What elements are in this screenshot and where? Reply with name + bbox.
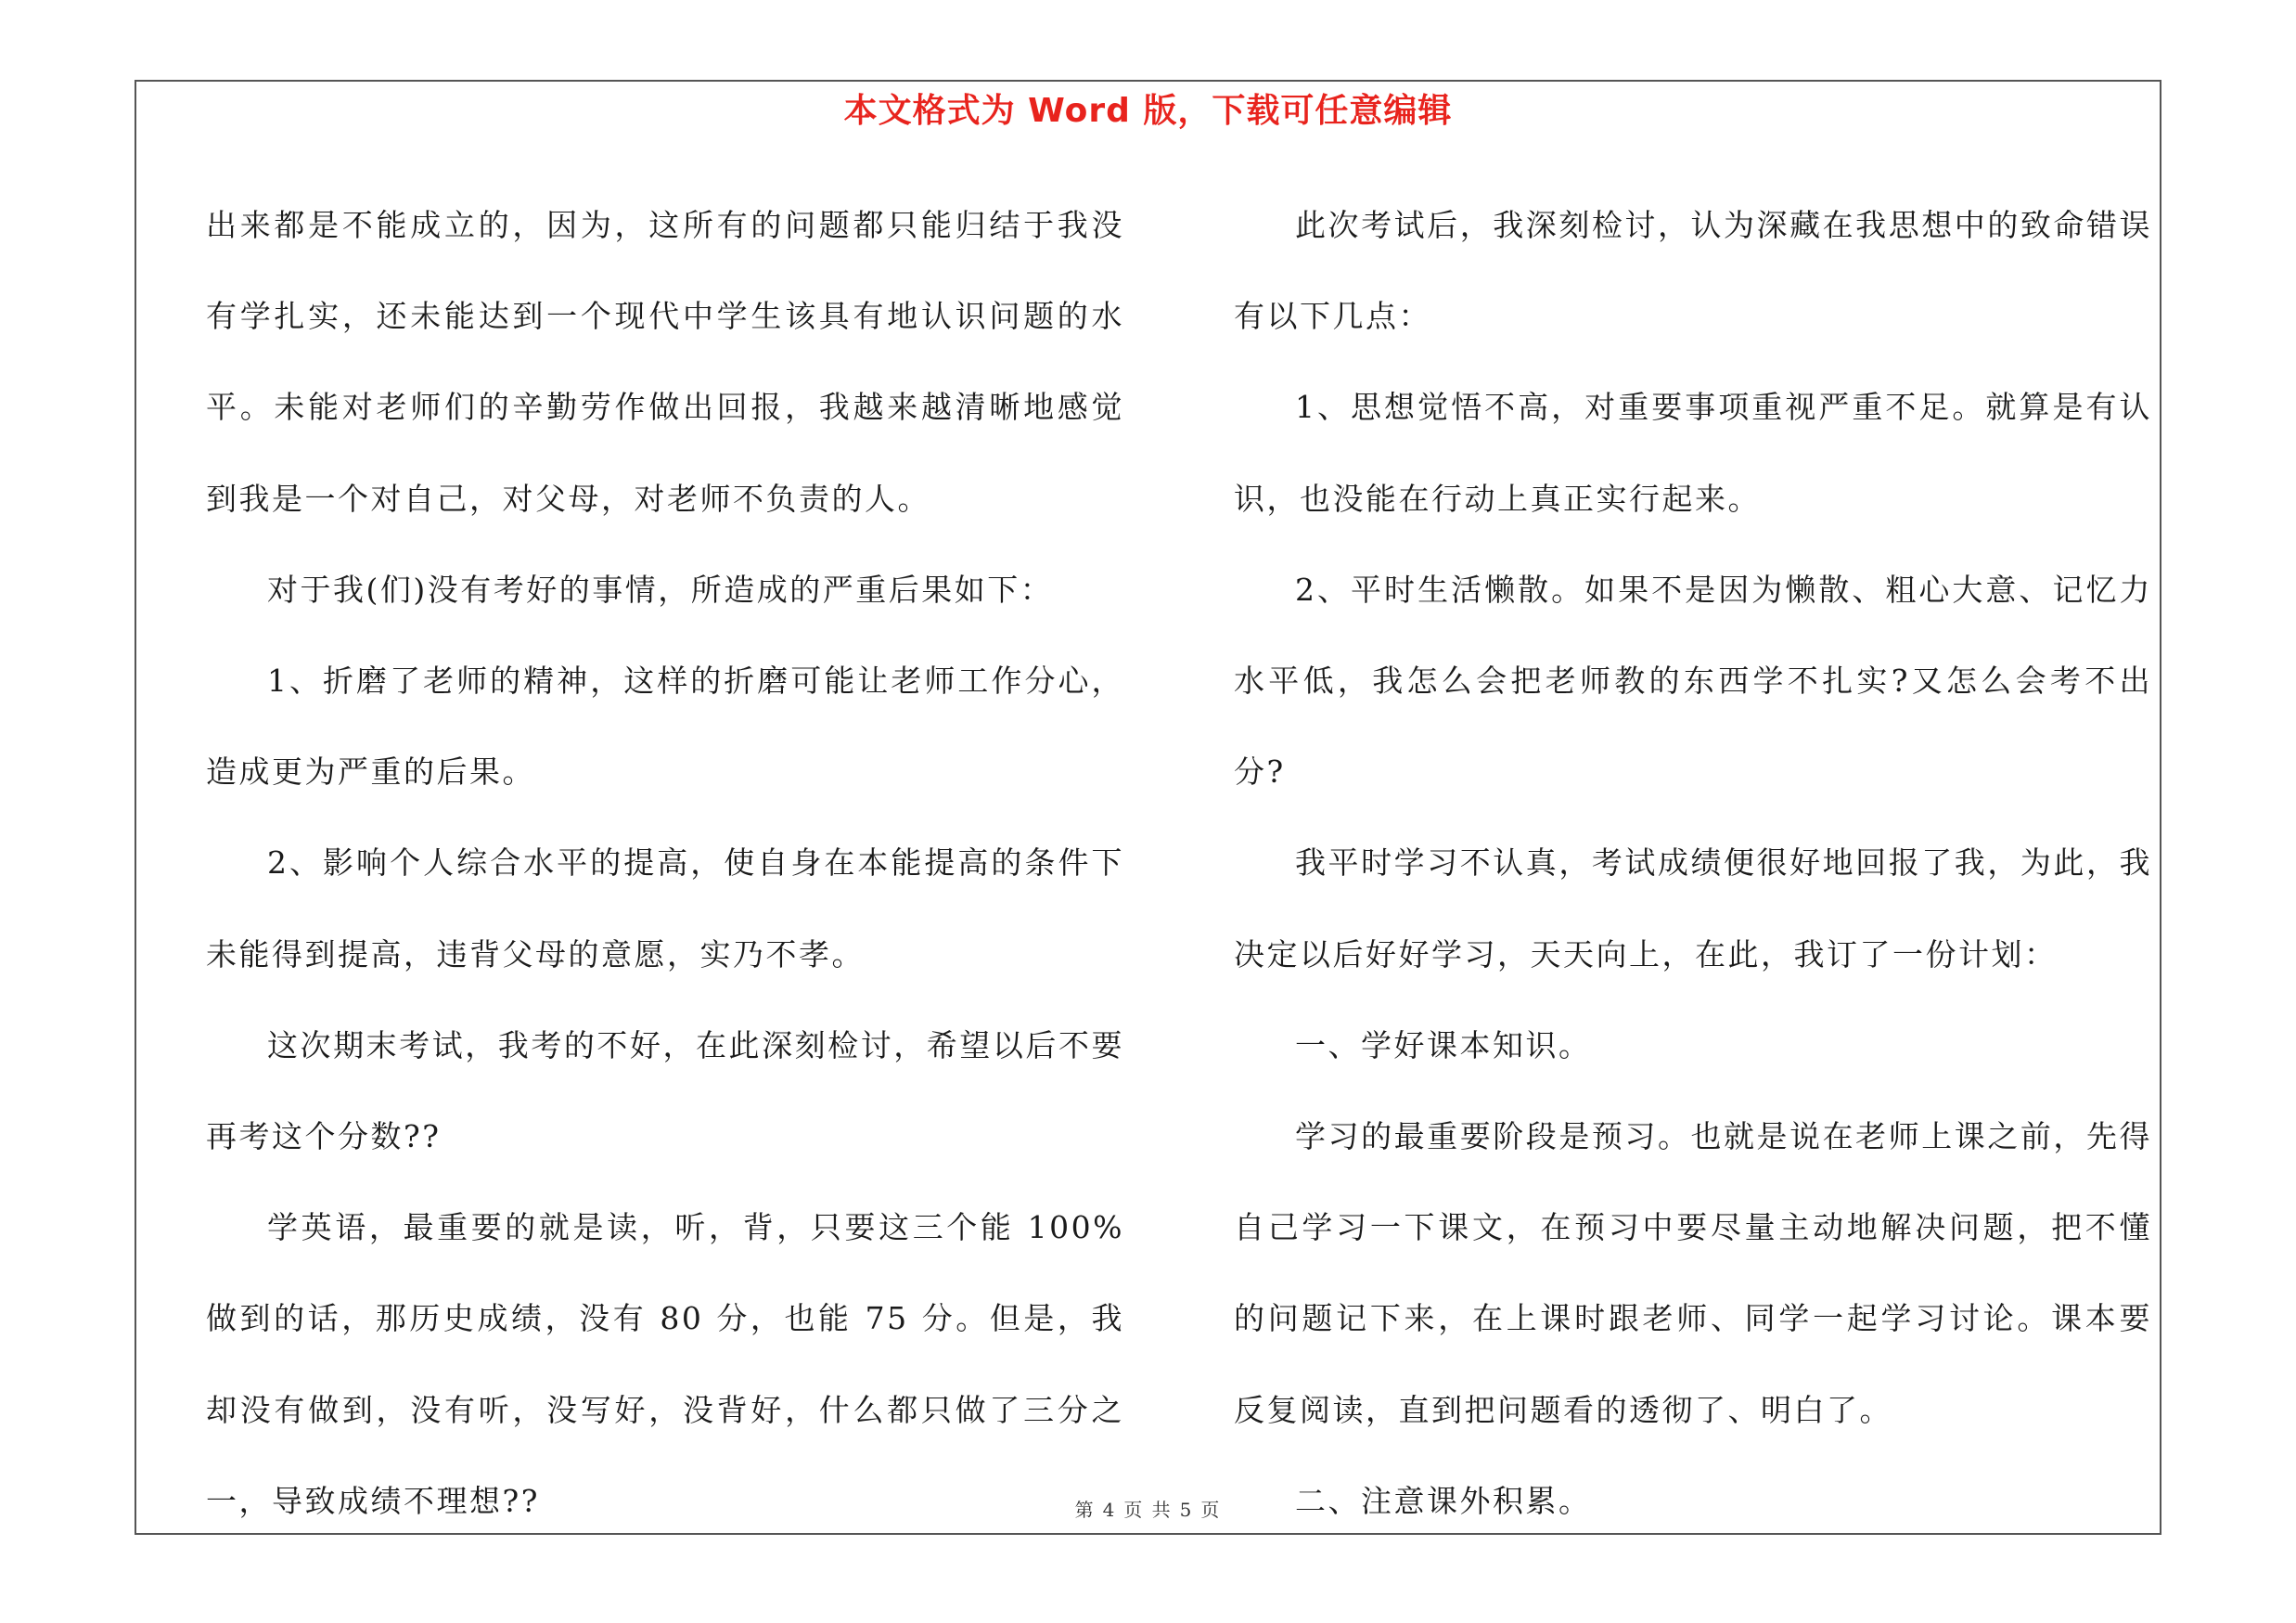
paragraph: 2、平时生活懒散。如果不是因为懒散、粗心大意、记忆力水平低，我怎么会把老师教的东西学不扎实?又怎么会考不出分?: [1234, 571, 2152, 791]
footer-label-mid: 页 共: [1123, 1499, 1173, 1521]
paragraph: 出来都是不能成立的，因为，这所有的问题都只能归结于我没有学扎实，还未能达到一个现代中学生该具有地认识问题的水平。未能对老师们的辛勤劳作做出回报，我越来越清晰地感觉到我是一个对自己，对父母，对老师不负责的人。: [206, 207, 1124, 517]
paragraph: 1、思想觉悟不高，对重要事项重视严重不足。就算是有认识，也没能在行动上真正实行起来。: [1234, 389, 2152, 517]
paragraph: 此次考试后，我深刻检讨，认为深藏在我思想中的致命错误有以下几点：: [1234, 207, 2152, 335]
paragraph: 2、影响个人综合水平的提高，使自身在本能提高的条件下未能得到提高，违背父母的意愿，实乃不孝。: [206, 844, 1124, 973]
word-format-notice: 本文格式为 Word 版，下载可任意编辑: [843, 92, 1453, 130]
right-text-column: [1234, 180, 2152, 1547]
page-number-footer: [0, 1497, 2296, 1523]
footer-label-suffix: 页: [1200, 1499, 1222, 1521]
footer-label-prefix: 第: [1074, 1499, 1096, 1521]
paragraph: 学英语，最重要的就是读，听，背，只要这三个能 100%做到的话，那历史成绩，没有 80 分，也能 75 分。但是，我却没有做到，没有听，没写好，没背好，什么都只做了三分之一，导致成绩不理想??: [206, 1209, 1124, 1519]
paragraph: 一、学好课本知识。: [1295, 1026, 1592, 1063]
paragraph: 我平时学习不认真，考试成绩便很好地回报了我，为此，我决定以后好好学习，天天向上，在此，我订了一份计划：: [1234, 844, 2152, 973]
total-pages-number: 5: [1179, 1499, 1194, 1521]
paragraph: 学习的最重要阶段是预习。也就是说在老师上课之前，先得自己学习一下课文，在预习中要尽量主动地解决问题，把不懂的问题记下来，在上课时跟老师、同学一起学习讨论。课本要反复阅读，直到把问题看的透彻了、明白了。: [1234, 1118, 2152, 1428]
paragraph: 1、折磨了老师的精神，这样的折磨可能让老师工作分心，造成更为严重的后果。: [206, 663, 1124, 791]
paragraph: 这次期末考试，我考的不好，在此深刻检讨，希望以后不要再考这个分数??: [206, 1026, 1124, 1155]
left-text-column: [206, 180, 1124, 1547]
current-page-number: 4: [1102, 1499, 1117, 1521]
paragraph: 对于我(们)没有考好的事情，所造成的严重后果如下：: [267, 571, 1054, 608]
paragraph: 二、注意课外积累。: [1295, 1482, 1592, 1519]
